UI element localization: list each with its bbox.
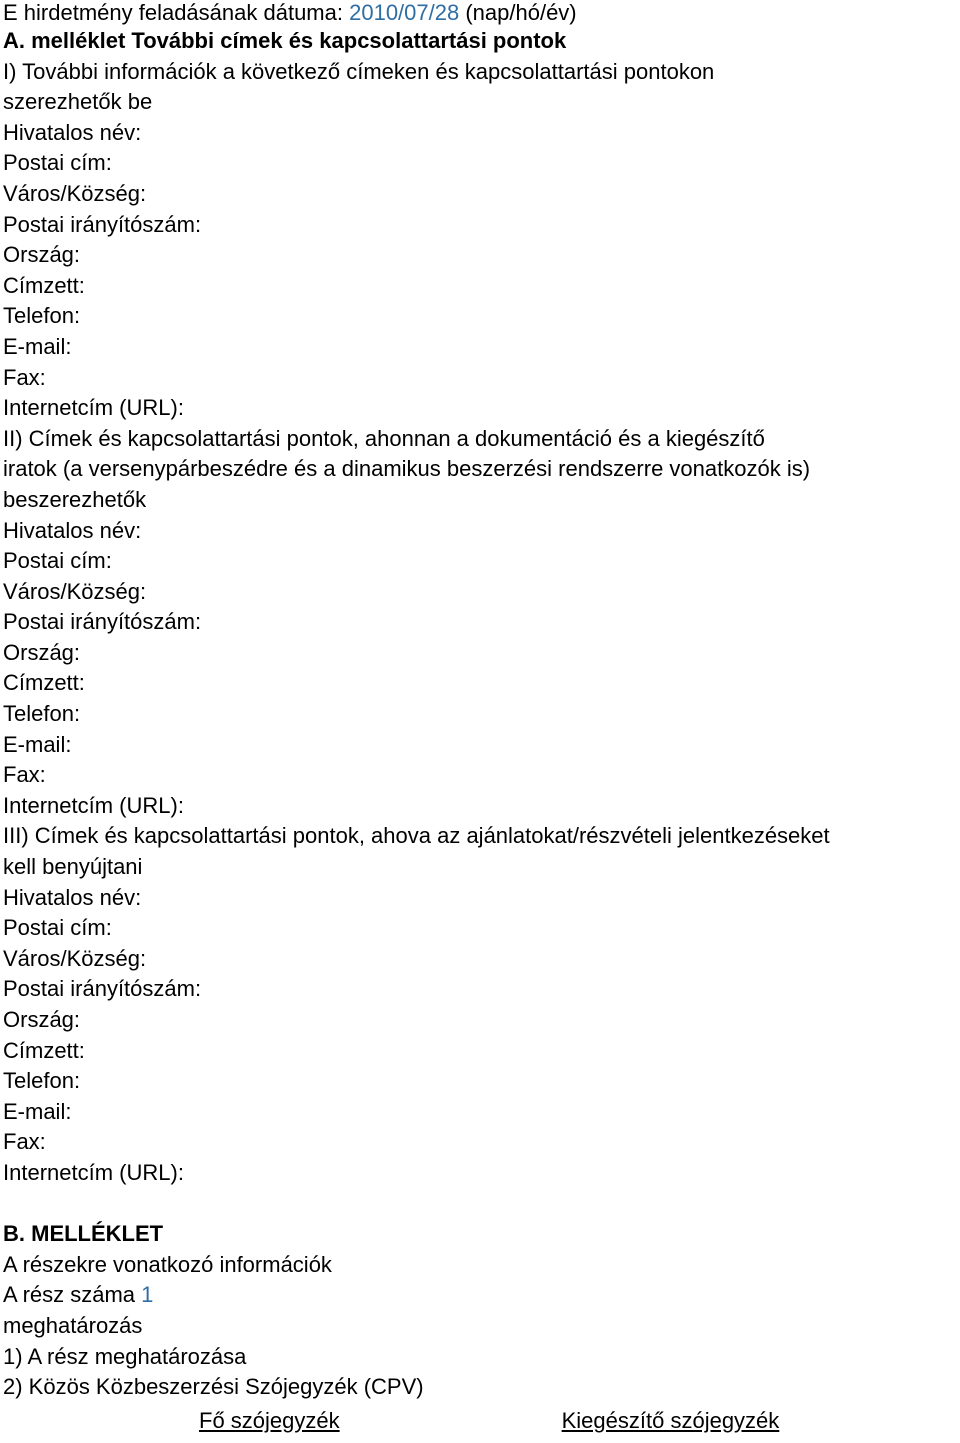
field-country: Ország: [3,1007,81,1032]
field-town: Város/Község: [3,945,147,971]
field-postal-address: Postai cím: [3,548,112,574]
field-addressee: Címzett: [3,1037,85,1063]
section-iii [3,821,960,1188]
field-url: Internetcím (URL): [3,1159,184,1185]
dispatch-date-value: 2010/07/28 [349,0,460,25]
field-phone: Telefon: [3,701,81,727]
main-vocabulary-header: Fő szójegyzék [199,1407,340,1433]
annex-b-title: B. MELLÉKLET [3,1221,164,1247]
field-country: Ország: [3,242,81,268]
supplementary-vocabulary-header: Kiegészítő szójegyzék [561,1407,780,1433]
field-email: E-mail: [3,333,72,359]
field-addressee: Címzett: [3,670,85,696]
field-phone: Telefon: [3,1068,81,1094]
section-heading-line: III) Címek és kapcsolattartási pontok, ahova az ajánlatokat/részvételi jelentkezéseket [3,823,830,849]
field-official-name: Hivatalos név: [3,517,142,543]
field-phone: Telefon: [3,303,81,329]
field-postal-code: Postai irányítószám: [3,976,202,1002]
definition-label: meghatározás [3,1312,143,1338]
section-heading-line: I) További információk a következő címeken és kapcsolattartási pontokon [3,58,715,84]
field-postal-address: Postai cím: [3,915,112,941]
field-town: Város/Község: [3,578,147,604]
annex-a-title: A. melléklet További címek és kapcsolattartási pontok [3,28,567,53]
field-url: Internetcím (URL): [3,792,184,818]
item-part-definition: 1) A rész meghatározása [3,1343,247,1369]
field-fax: Fax: [3,762,46,788]
field-town: Város/Község: [3,180,147,206]
section-ii [3,424,960,822]
field-postal-code: Postai irányítószám: [3,609,202,635]
field-fax: Fax: [3,1129,46,1155]
part-number-line [3,1280,960,1311]
field-url: Internetcím (URL): [3,395,184,421]
part-number-label: A rész száma [3,1282,136,1308]
field-country: Ország: [3,639,81,665]
section-heading-line: szerezhetők be [3,89,153,115]
part-number-value: 1 [141,1282,154,1308]
field-official-name: Hivatalos név: [3,884,142,910]
cpv-column-headers [3,1403,960,1439]
dispatch-date-label: E hirdetmény feladásának dátuma: [3,0,343,25]
section-heading-line: kell benyújtani [3,854,143,880]
field-fax: Fax: [3,364,46,390]
section-i [3,57,960,424]
section-heading-line: II) Címek és kapcsolattartási pontok, ahonnan a dokumentáció és a kiegészítő [3,425,765,451]
field-addressee: Címzett: [3,272,85,298]
dispatch-date-format: (nap/hó/év) [465,0,577,25]
annex-b [3,1219,960,1439]
field-official-name: Hivatalos név: [3,119,142,145]
annex-b-subtitle: A részekre vonatkozó információk [3,1251,332,1277]
spacer [3,1189,960,1220]
field-postal-address: Postai cím: [3,150,112,176]
field-email: E-mail: [3,1098,72,1124]
field-postal-code: Postai irányítószám: [3,211,202,237]
item-cpv: 2) Közös Közbeszerzési Szójegyzék (CPV) [3,1374,424,1400]
section-heading-line: beszerezhetők [3,486,147,512]
section-heading-line: iratok (a versenypárbeszédre és a dinamikus beszerzési rendszerre vonatkozók is) [3,456,811,482]
dispatch-date-line [3,0,960,26]
field-email: E-mail: [3,731,72,757]
